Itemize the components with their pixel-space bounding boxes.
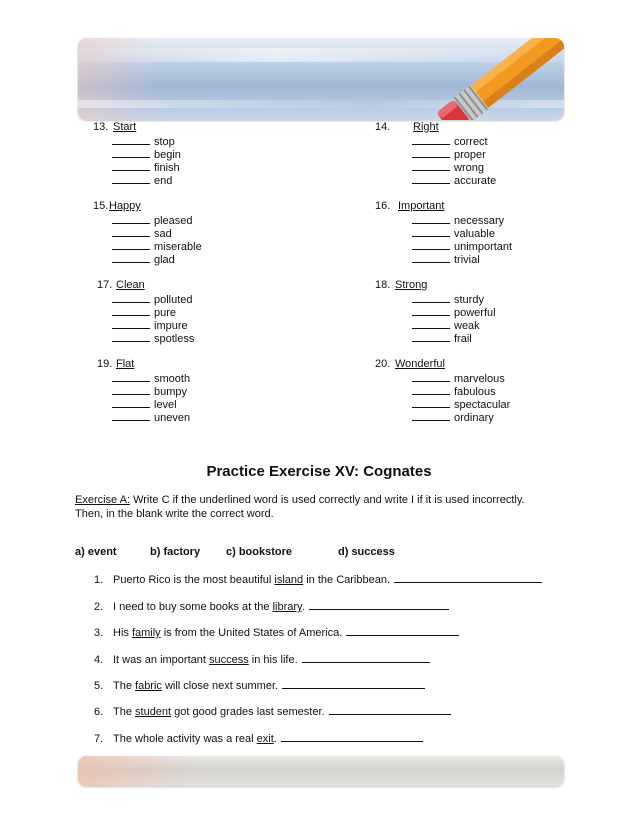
section-title: Practice Exercise XV: Cognates [206, 463, 432, 480]
sentence-text-before: It was an important [113, 654, 209, 666]
sentence-6 [94, 704, 451, 718]
option-text: marvelous [454, 373, 505, 385]
option-row [412, 252, 480, 267]
answer-blank[interactable] [112, 252, 150, 263]
option-text: ordinary [454, 412, 494, 424]
answer-blank[interactable] [412, 292, 450, 303]
choice-d: d) success [338, 546, 395, 558]
question-number: 17. [97, 279, 113, 291]
sentence-number: 4. [94, 654, 104, 666]
option-text: miserable [154, 241, 202, 253]
underlined-word: library [272, 601, 302, 613]
sentence-4 [94, 652, 430, 666]
question-19-heading [97, 358, 135, 371]
option-text: bumpy [154, 386, 188, 398]
target-word: Clean [116, 279, 145, 291]
sentence-1 [94, 572, 542, 586]
option-text: correct [454, 136, 488, 148]
sentence-2 [94, 599, 449, 613]
underlined-word: family [131, 627, 161, 639]
option-text: spectacular [454, 399, 511, 411]
instruction-text: Write C if the underlined word is used correctly and write I if it is used incorrectly. Then, in the blank write the correct word. [75, 494, 525, 520]
exercise-instructions [75, 493, 555, 521]
sentence-text-after: got good grades last semester. [171, 706, 325, 718]
sentence-number: 3. [94, 627, 104, 639]
option-text: wrong [454, 162, 484, 174]
answer-blank[interactable] [112, 331, 150, 342]
answer-blank[interactable] [112, 160, 150, 171]
option-row [112, 173, 172, 188]
sentence-number: 2. [94, 601, 104, 613]
sentence-text-before: The whole activity was a real [113, 733, 257, 745]
sentence-text-after: in the Caribbean. [303, 574, 391, 586]
answer-line[interactable] [309, 599, 449, 610]
sentence-5 [94, 678, 425, 692]
sentence-number: 1. [94, 574, 104, 586]
answer-line[interactable] [302, 652, 430, 663]
target-word: Wonderful [395, 358, 445, 370]
option-row [112, 331, 194, 346]
sentence-text-before: Puerto Rico is the most beautiful [113, 574, 275, 586]
option-text: sad [154, 228, 172, 240]
question-16-heading [375, 200, 445, 213]
answer-blank[interactable] [112, 147, 150, 158]
answer-blank[interactable] [412, 147, 450, 158]
sentence-text-before: The [113, 706, 136, 718]
answer-blank[interactable] [412, 331, 450, 342]
footer-bar [78, 756, 564, 786]
question-number: 13. [93, 121, 109, 133]
option-row [112, 410, 190, 425]
answer-blank[interactable] [412, 318, 450, 329]
option-text: trivial [454, 254, 480, 266]
option-text: frail [454, 333, 472, 345]
sentence-text-after: will close next summer. [161, 680, 279, 692]
option-text: unimportant [454, 241, 513, 253]
answer-blank[interactable] [112, 318, 150, 329]
target-word: Happy [109, 200, 141, 212]
answer-blank[interactable] [412, 213, 450, 224]
target-word: Important [398, 200, 445, 212]
answer-blank[interactable] [412, 397, 450, 408]
question-14-heading [375, 121, 439, 134]
option-text: stop [154, 136, 175, 148]
target-word: Right [413, 121, 439, 133]
question-15-heading [93, 200, 141, 213]
option-text: finish [154, 162, 180, 174]
sentence-text-after: . [273, 733, 277, 745]
underlined-word: fabric [135, 680, 162, 692]
option-text: powerful [454, 307, 496, 319]
question-number: 15. [93, 200, 109, 212]
pencil-icon [78, 38, 564, 120]
question-18-heading [375, 279, 428, 292]
option-text: accurate [454, 175, 497, 187]
question-number: 18. [375, 279, 391, 291]
answer-blank[interactable] [412, 371, 450, 382]
sentence-text-after: . [301, 601, 305, 613]
sentence-text-after: is from the United States of America. [160, 627, 343, 639]
sentence-text-after: in his life. [248, 654, 298, 666]
answer-blank[interactable] [112, 134, 150, 145]
answer-blank[interactable] [112, 292, 150, 303]
sentence-7 [94, 731, 423, 745]
question-17-heading [97, 279, 145, 292]
option-text: smooth [154, 373, 191, 385]
sentence-number: 5. [94, 680, 104, 692]
answer-blank[interactable] [412, 305, 450, 316]
option-text: level [154, 399, 177, 411]
option-row [412, 331, 472, 346]
option-text: pure [154, 307, 177, 319]
answer-blank[interactable] [412, 134, 450, 145]
option-text: polluted [154, 294, 193, 306]
answer-blank[interactable] [112, 239, 150, 250]
answer-line[interactable] [329, 704, 451, 715]
option-text: fabulous [454, 386, 496, 398]
target-word: Strong [395, 279, 428, 291]
answer-line[interactable] [394, 572, 542, 583]
option-row [412, 173, 496, 188]
question-13-heading [93, 121, 137, 134]
answer-blank[interactable] [112, 410, 150, 421]
answer-blank[interactable] [412, 252, 450, 263]
answer-line[interactable] [346, 625, 459, 636]
option-text: end [154, 175, 173, 187]
question-number: 14. [375, 121, 391, 133]
choice-a: a) event [75, 546, 117, 558]
choice-c: c) bookstore [226, 546, 293, 558]
sentence-text-before: His [113, 627, 132, 639]
answer-blank[interactable] [412, 226, 450, 237]
option-text: necessary [454, 215, 505, 227]
question-number: 16. [375, 200, 391, 212]
answer-blank[interactable] [112, 371, 150, 382]
target-word: Flat [116, 358, 135, 370]
answer-blank[interactable] [112, 305, 150, 316]
option-row [112, 252, 175, 267]
answer-line[interactable] [281, 731, 423, 742]
underlined-word: student [135, 706, 172, 718]
option-text: impure [154, 320, 188, 332]
question-number: 20. [375, 358, 391, 370]
answer-blank[interactable] [112, 397, 150, 408]
answer-blank[interactable] [412, 173, 450, 184]
sentence-number: 7. [94, 733, 104, 745]
choice-b: b) factory [150, 546, 201, 558]
sentence-3 [94, 625, 459, 639]
underlined-word: exit [256, 733, 274, 745]
option-row [412, 410, 494, 425]
underlined-word: island [274, 574, 304, 586]
sentence-number: 6. [94, 706, 104, 718]
option-text: sturdy [454, 294, 484, 306]
answer-blank[interactable] [112, 173, 150, 184]
answer-blank[interactable] [412, 410, 450, 421]
option-text: valuable [454, 228, 495, 240]
answer-blank[interactable] [112, 213, 150, 224]
answer-blank[interactable] [112, 384, 150, 395]
target-word: Start [113, 121, 137, 133]
exercise-label: Exercise A: [75, 494, 131, 506]
question-number: 19. [97, 358, 113, 370]
answer-blank[interactable] [112, 226, 150, 237]
option-text: spotless [154, 333, 195, 345]
option-text: begin [154, 149, 181, 161]
sentence-text-before: The [113, 680, 136, 692]
underlined-word: success [209, 654, 249, 666]
option-text: pleased [154, 215, 193, 227]
answer-blank[interactable] [412, 239, 450, 250]
sentence-text-before: I need to buy some books at the [113, 601, 273, 613]
option-text: glad [154, 254, 175, 266]
answer-blank[interactable] [412, 384, 450, 395]
option-text: proper [454, 149, 486, 161]
header-banner [78, 38, 564, 120]
question-20-heading [375, 358, 445, 371]
answer-line[interactable] [282, 678, 425, 689]
option-text: uneven [154, 412, 191, 424]
answer-blank[interactable] [412, 160, 450, 171]
footer-glow [78, 756, 198, 786]
option-text: weak [454, 320, 480, 332]
